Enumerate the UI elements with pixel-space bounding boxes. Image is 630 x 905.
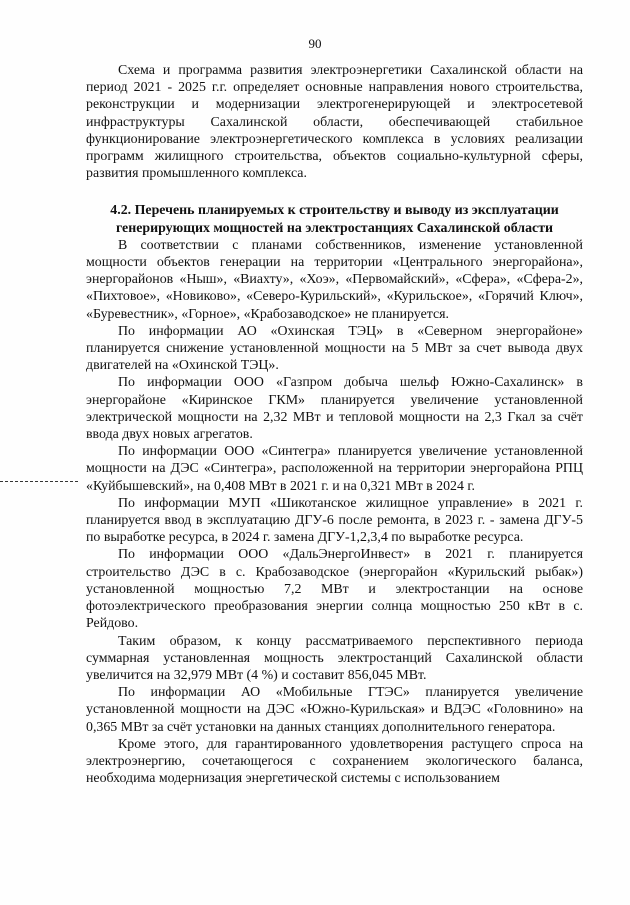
document-body (86, 62, 583, 787)
section-heading: 4.2. Перечень планируемых к строительству и выводу из эксплуатации генерирующих мощностей на электростанциях Сахалинской области (110, 203, 559, 236)
paragraph-2: По информации АО «Охинская ТЭЦ» в «Северном энергорайоне» планируется снижение установленной мощности на 5 МВт за счет вывода двух двигателей на «Охинской ТЭЦ». (86, 323, 583, 374)
intro-paragraph: Схема и программа развития электроэнергетики Сахалинской области на период 2021 - 2025 г.г. определяет основные направления нового строительства, реконструкции и модернизации электрогенерирующей и электросетевой инфраструктуры Сахалинской области, обеспечивающей стабильное функционирование электроэнергетического комплекса в условиях реализации программ жилищного строительства, объектов социально-культурной сферы, развития промышленного комплекса. (86, 63, 583, 182)
paragraph-5: По информации МУП «Шикотанское жилищное управление» в 2021 г. планируется ввод в эксплуатацию ДГУ-6 после ремонта, в 2023 г. - замена ДГУ-5 по выработке ресурса, в 2024 г. замена ДГУ-1,2,3,4 по выработке ресурса. (86, 495, 583, 546)
paragraph-3: По информации ООО «Газпром добыча шельф Южно-Сахалинск» в энергорайоне «Киринское ГКМ» планируется увеличение установленной электрической мощности на 2,32 МВт и тепловой мощности на 2,3 Гкал за счёт ввода двух новых агрегатов. (86, 375, 583, 443)
paragraph-4: По информации ООО «Синтегра» планируется увеличение установленной мощности на ДЭС «Синтегра», расположенной на территории энергорайона РПЦ «Куйбышевский», на 0,408 МВт в 2021 г. и на 0,321 МВт в 2024 г. (86, 444, 583, 494)
page-number: 90 (308, 36, 322, 51)
paragraph-8: По информации АО «Мобильные ГТЭС» планируется увеличение установленной мощности на ДЭС «Южно-Курильская» и ВДЭС «Головнино» на 0,365 МВт за счёт установки на данных станциях дополнительного генератора. (86, 685, 583, 735)
paragraph-9: Кроме этого, для гарантированного удовлетворения растущего спроса на электроэнергию, сочетающегося с сохранением экологического баланса, необходима модернизация энергетической системы с использованием (86, 736, 583, 787)
paragraph-1: В соответствии с планами собственников, изменение установленной мощности объектов генерации на территории «Центрального энергорайона», энергорайонов «Ныш», «Виахту», «Хоэ», «Первомайский», «Сфера», «Сфера-2», «Пихтовое», «Новиково», «Северо-Курильский», «Курильское», «Горячий Ключ», «Буревестник», «Горное», «Крабозаводское» не планируется. (86, 237, 583, 322)
paragraph-7: Таким образом, к концу рассматриваемого перспективного периода суммарная установленная мощность электростанций Сахалинской области увеличится на 32,979 МВт (4 %) и составит 856,045 МВт. (86, 633, 583, 683)
paragraph-6: По информации ООО «ДальЭнергоИнвест» в 2021 г. планируется строительство ДЭС в с. Крабозаводское (энергорайон «Курильский рыбак») установленной мощностью 7,2 МВт и электростанции на основе фотоэлектрического преобразования энергии солнца мощностью 250 кВт в с. Рейдово. (86, 547, 583, 632)
margin-dashed-mark (0, 481, 78, 482)
